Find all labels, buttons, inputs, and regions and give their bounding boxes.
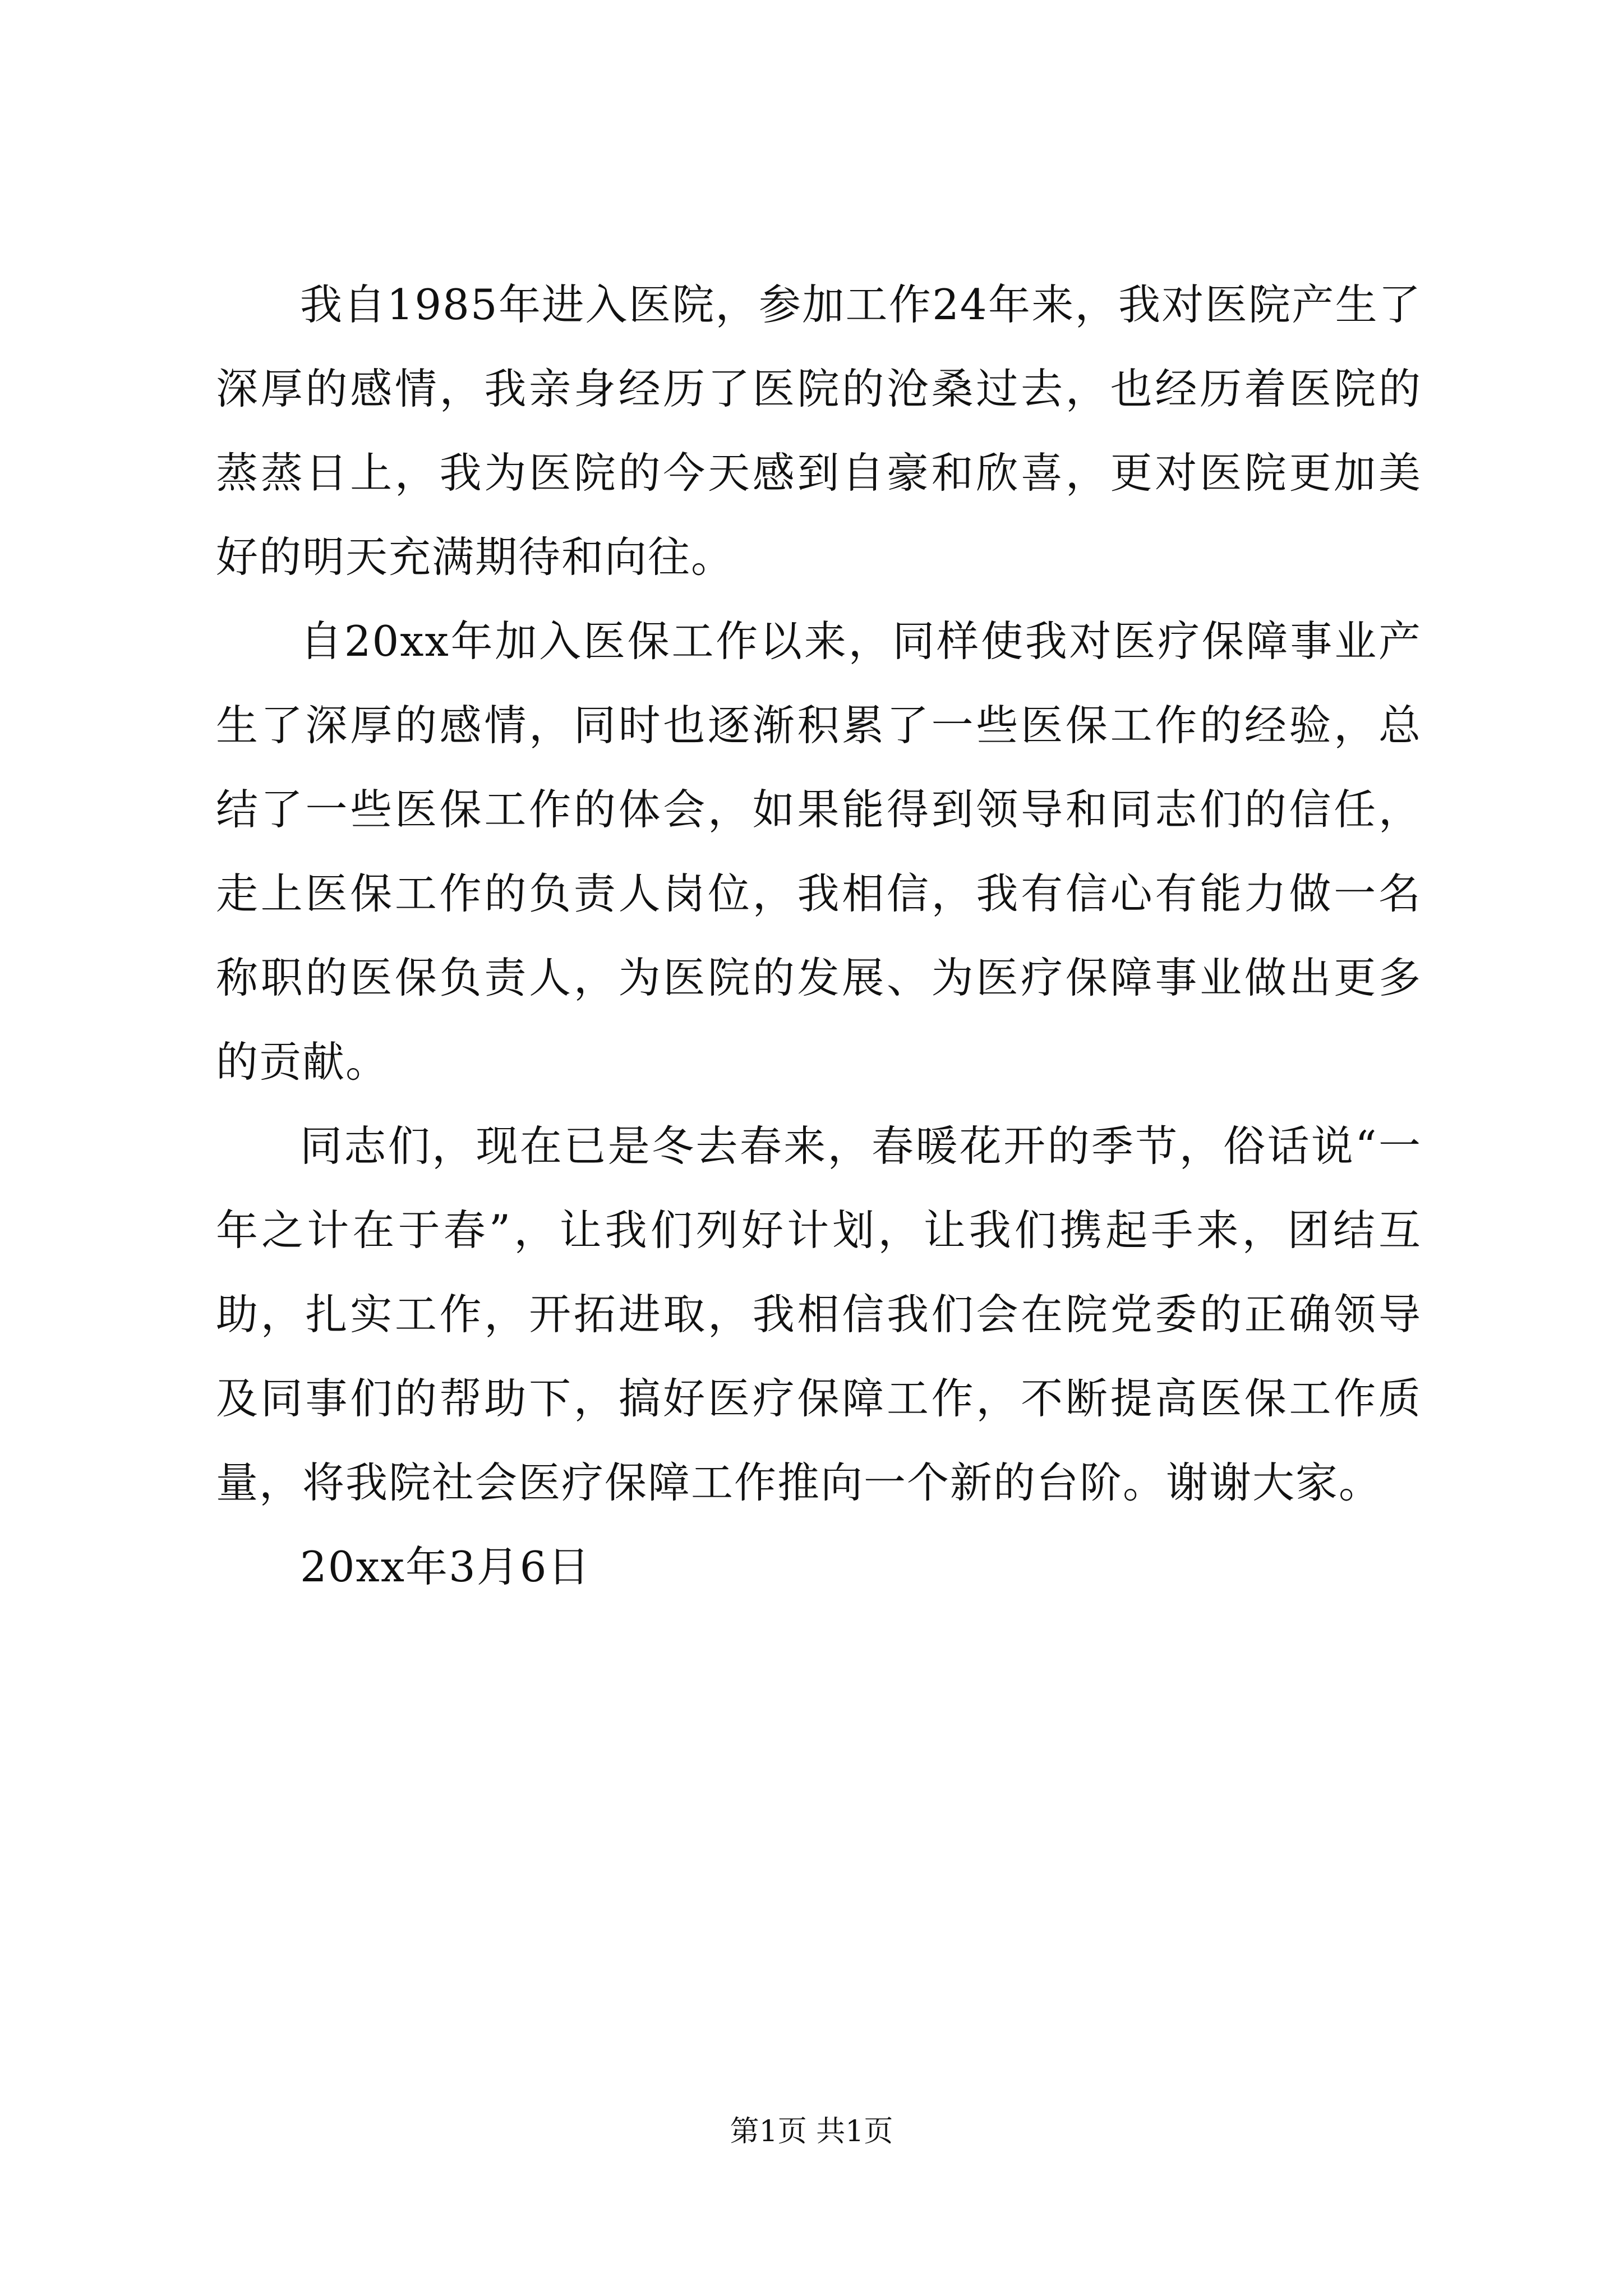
paragraph-2: 自20xx年加入医保工作以来，同样使我对医疗保障事业产生了深厚的感情，同时也逐渐积累了一些医保工作的经验，总结了一些医保工作的体会，如果能得到领导和同志们的信任，走上医保工作的负责人岗位，我相信，我有信心有能力做一名称职的医保负责人，为医院的发展、为医疗保障事业做出更多的贡献。 bbox=[216, 616, 1422, 1087]
document-body bbox=[216, 263, 1422, 1609]
paragraph-3: 同志们，现在已是冬去春来，春暖花开的季节，俗话说“一年之计在于春”，让我们列好计划，让我们携起手来，团结互助，扎实工作，开拓进取，我相信我们会在院党委的正确领导及同事们的帮助下，搞好医疗保障工作，不断提高医保工作质量，将我院社会医疗保障工作推向一个新的台阶。谢谢大家。 bbox=[216, 1121, 1422, 1507]
paragraph-1: 我自1985年进入医院，参加工作24年来，我对医院产生了深厚的感情，我亲身经历了医院的沧桑过去，也经历着医院的蒸蒸日上，我为医院的今天感到自豪和欣喜，更对医院更加美好的明天充满期待和向往。 bbox=[216, 280, 1422, 582]
page-footer: 第1页 共1页 bbox=[730, 2115, 893, 2148]
date-line: 20xx年3月6日 bbox=[300, 1542, 591, 1591]
